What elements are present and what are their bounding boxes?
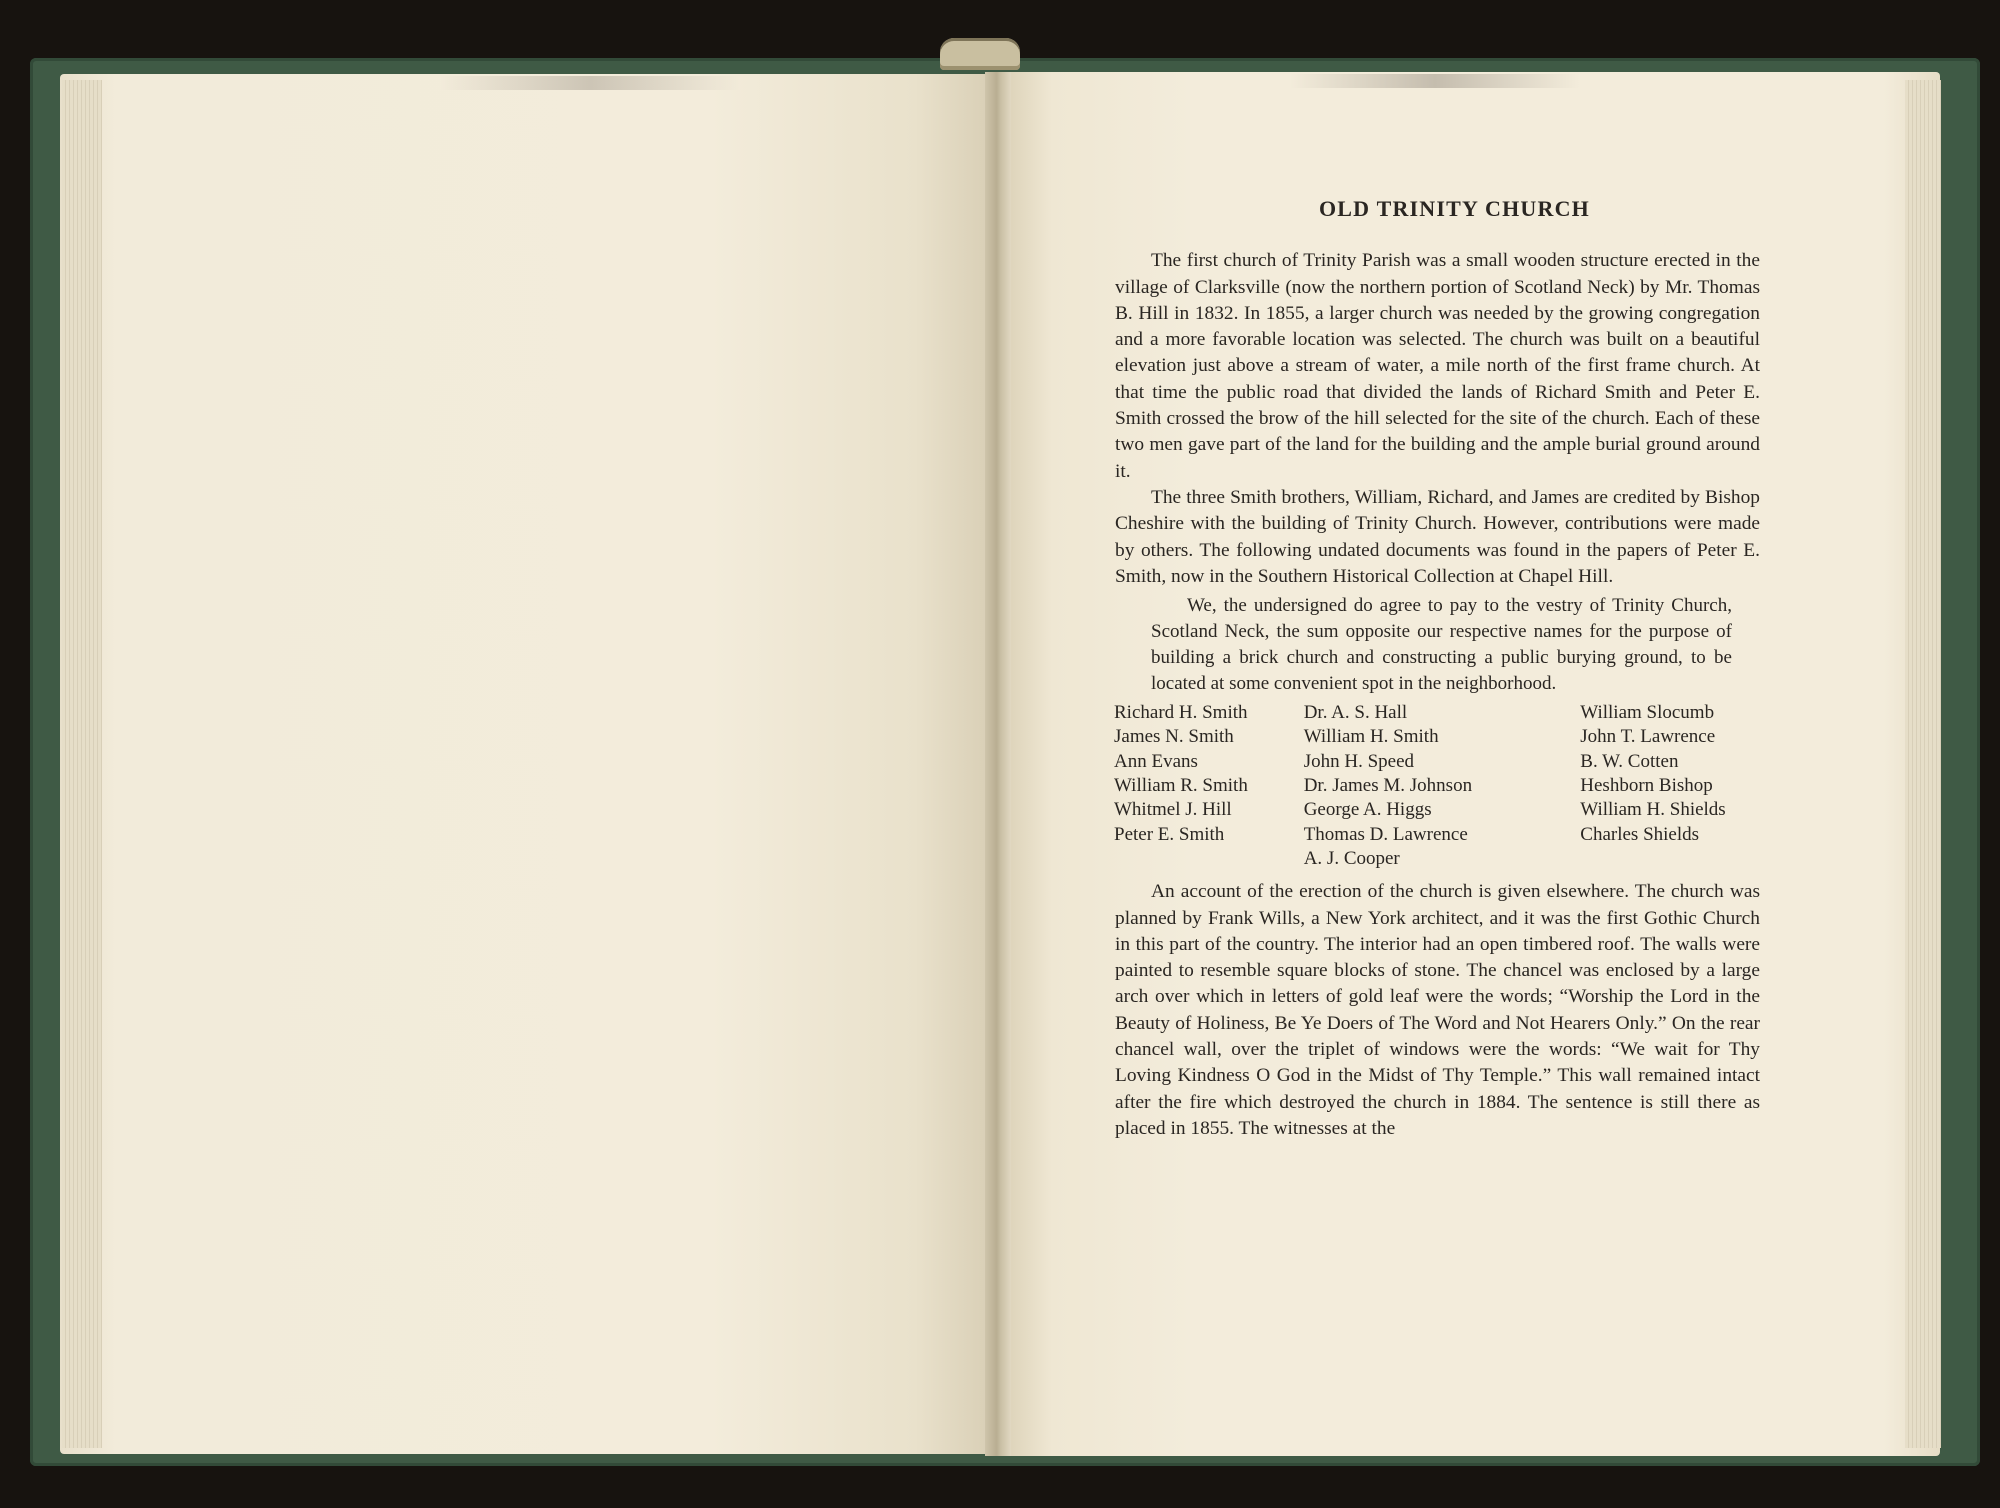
- subscriber-names: [1114, 701, 1760, 871]
- subscriber-name: A. J. Cooper: [1303, 847, 1400, 869]
- names-column-3: [1580, 701, 1760, 871]
- paragraph-smith-brothers: The three Smith brothers, William, Richard, and James are credited by Bishop Cheshire with the building of Trinity Church. However, contributions were made by others. The following undated documents was found in the papers of Peter E. Smith, now in the Southern Historical Collection at Chapel Hill.: [1115, 486, 1760, 587]
- subscriber-name: B. W. Cotten: [1580, 750, 1679, 772]
- subscriber-name: Whitmel J. Hill: [1114, 799, 1232, 821]
- bleed-through-mark: [1290, 74, 1580, 88]
- book-spine-headband: [940, 38, 1020, 70]
- subscriber-name: Charles Shields: [1580, 823, 1700, 845]
- subscriber-name: Richard H. Smith: [1114, 702, 1248, 724]
- subscriber-name: William H. Shields: [1580, 799, 1726, 821]
- subscriber-name: Heshborn Bishop: [1580, 775, 1713, 797]
- subscriber-name: John H. Speed: [1303, 750, 1415, 772]
- book-gutter: [985, 72, 1011, 1456]
- page-text: [1115, 196, 1760, 1142]
- paragraph-church-erection: An account of the erection of the church is given elsewhere. The church was planned by Frank Wills, a New York architect, and it was the first Gothic Church in this part of the country. The interior had an open timbered roof. The walls were painted to resemble square blocks of stone. The chancel was enclosed by a large arch over which in letters of gold leaf were the words; “Worship the Lord in the Beauty of Holiness, Be Ye Doers of The Word and Not Hearers Only.” On the rear chancel wall, over the triplet of windows were the words: “We wait for Thy Loving Kindness O God in the Midst of Thy Temple.” This wall remained intact after the fire which destroyed the church in 1884. The sentence is still there as placed in 1855. The witnesses at the: [1115, 881, 1760, 1139]
- subscriber-name: Dr. A. S. Hall: [1303, 702, 1408, 724]
- left-page: [60, 74, 990, 1454]
- paragraph-first-church: The first church of Trinity Parish was a small wooden structure erected in the village of Clarksville (now the northern portion of Scotland Neck) by Mr. Thomas B. Hill in 1832. In 1855, a larger church was needed by the growing congregation and a more favorable location was selected. The church was built on a beautiful elevation just above a stream of water, a mile north of the first frame church. At that time the public road that divided the lands of Richard Smith and Peter E. Smith crossed the brow of the hill selected for the site of the church. Each of these two men gave part of the land for the building and the ample burial ground around it.: [1115, 250, 1760, 482]
- subscriber-name: William H. Smith: [1303, 726, 1439, 748]
- right-page-edges: [1905, 80, 1941, 1448]
- subscriber-name: Dr. James M. Johnson: [1303, 775, 1473, 797]
- subscriber-name: William R. Smith: [1114, 775, 1248, 797]
- subscriber-name: James N. Smith: [1114, 726, 1234, 748]
- subscription-quote-text: We, the undersigned do agree to pay to the vestry of Trinity Church, Scotland Neck, the sum opposite our respective names for the purpose of building a brick church and constructing a public burying ground, to be located at some convenient spot in the neighborhood.: [1151, 595, 1732, 695]
- subscriber-name: George A. Higgs: [1303, 799, 1432, 821]
- bleed-through-mark: [440, 76, 740, 90]
- subscriber-name: John T. Lawrence: [1580, 726, 1716, 748]
- subscriber-name: Peter E. Smith: [1114, 823, 1225, 845]
- page-title: OLD TRINITY CHURCH: [1319, 196, 1590, 221]
- names-column-1: [1114, 701, 1304, 871]
- subscriber-name: William Slocumb: [1580, 702, 1715, 724]
- subscriber-name: Thomas D. Lawrence: [1303, 823, 1468, 845]
- names-column-2: [1304, 701, 1581, 871]
- subscription-quote: [1151, 593, 1732, 697]
- subscriber-name: Ann Evans: [1114, 750, 1198, 772]
- left-page-edges: [62, 80, 102, 1448]
